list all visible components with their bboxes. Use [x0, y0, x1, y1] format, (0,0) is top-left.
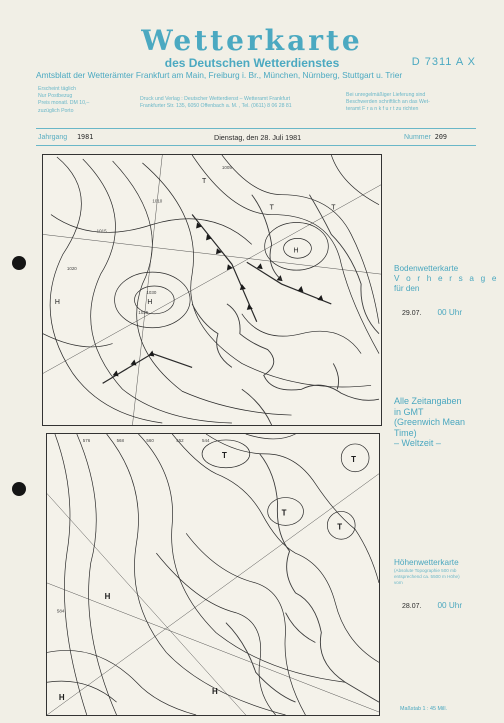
svg-text:584: 584: [56, 608, 65, 614]
surface-map-caption: Bodenwetterkarte V o r h e r s a g e für den: [394, 264, 499, 293]
punch-hole-top: [12, 256, 26, 270]
upper-air-map: [46, 433, 380, 716]
info-left: Erscheint täglich Nur Postbezug Preis monatl. DM 10,– zuzüglich Porto: [38, 86, 90, 114]
map-label: H: [104, 591, 111, 601]
map-label: T: [221, 450, 227, 460]
punch-hole-bottom: [12, 482, 26, 496]
page-subtitle: des Deutschen Wetterdienstes: [164, 56, 340, 70]
info-right: Bei unregelmäßiger Lieferung sind Beschwerden schriftlich an das Wet- teramt F r a n k f u r t zu richten: [346, 92, 430, 113]
svg-text:1010: 1010: [152, 198, 163, 204]
svg-text:544: 544: [202, 437, 210, 443]
map-label: H: [58, 693, 65, 703]
info-center: Druck und Verlag : Deutscher Wetterdienst – Wetteramt Frankfurt Frankfurter Str. 135, 6050 Offenbach a. M. , Tel. (0611) 8 06 28 81: [140, 96, 292, 110]
svg-text:1020: 1020: [66, 266, 77, 272]
surface-valid-time: 29.07. 00 Uhr: [402, 308, 463, 317]
svg-text:1005: 1005: [221, 164, 232, 170]
time-zone-note: Alle Zeitangaben in GMT (Greenwich Mean Time) – Weltzeit –: [394, 396, 466, 448]
header-rule-bottom: [36, 145, 476, 146]
publication-code: D 7311 A X: [411, 56, 476, 68]
issue-number: Nummer 209: [404, 133, 448, 141]
amtsblatt-line: Amtsblatt der Wetterämter Frankfurt am Main, Freiburg i. Br., München, Nürnberg, Stuttgart u. Trier: [36, 70, 403, 80]
upper-map-note: (Absolute Topographie 500 mb entsprechend ca. 5500 m Höhe) vom: [394, 568, 460, 585]
header-rule-top: [36, 128, 476, 129]
svg-text:1030: 1030: [146, 289, 157, 295]
page-title: Wetterkarte: [141, 24, 363, 57]
upper-valid-time: 28.07. 00 Uhr: [402, 601, 463, 610]
map-label: T: [337, 522, 343, 532]
svg-text:568: 568: [116, 437, 125, 443]
map-label: T: [202, 177, 207, 185]
svg-text:1015: 1015: [96, 228, 107, 234]
jahrgang: Jahrgang 1981: [38, 133, 94, 141]
issue-date: Dienstag, den 28. Juli 1981: [214, 133, 302, 142]
map-label: H: [54, 298, 60, 306]
map-label: T: [281, 508, 287, 518]
svg-text:1025: 1025: [138, 309, 149, 315]
map-label: H: [147, 298, 153, 306]
upper-map-caption: Höhenwetterkarte: [394, 558, 459, 567]
map-scale: Maßstab 1 : 45 Mill.: [400, 706, 448, 712]
svg-text:560: 560: [146, 437, 154, 443]
map-label: H: [293, 247, 299, 255]
svg-text:552: 552: [176, 437, 184, 443]
map-label: T: [351, 454, 357, 464]
map-label: T: [269, 204, 274, 212]
surface-weather-map: [42, 154, 382, 426]
svg-text:576: 576: [82, 437, 91, 443]
map-label: T: [331, 204, 336, 212]
map-label: H: [212, 687, 218, 697]
